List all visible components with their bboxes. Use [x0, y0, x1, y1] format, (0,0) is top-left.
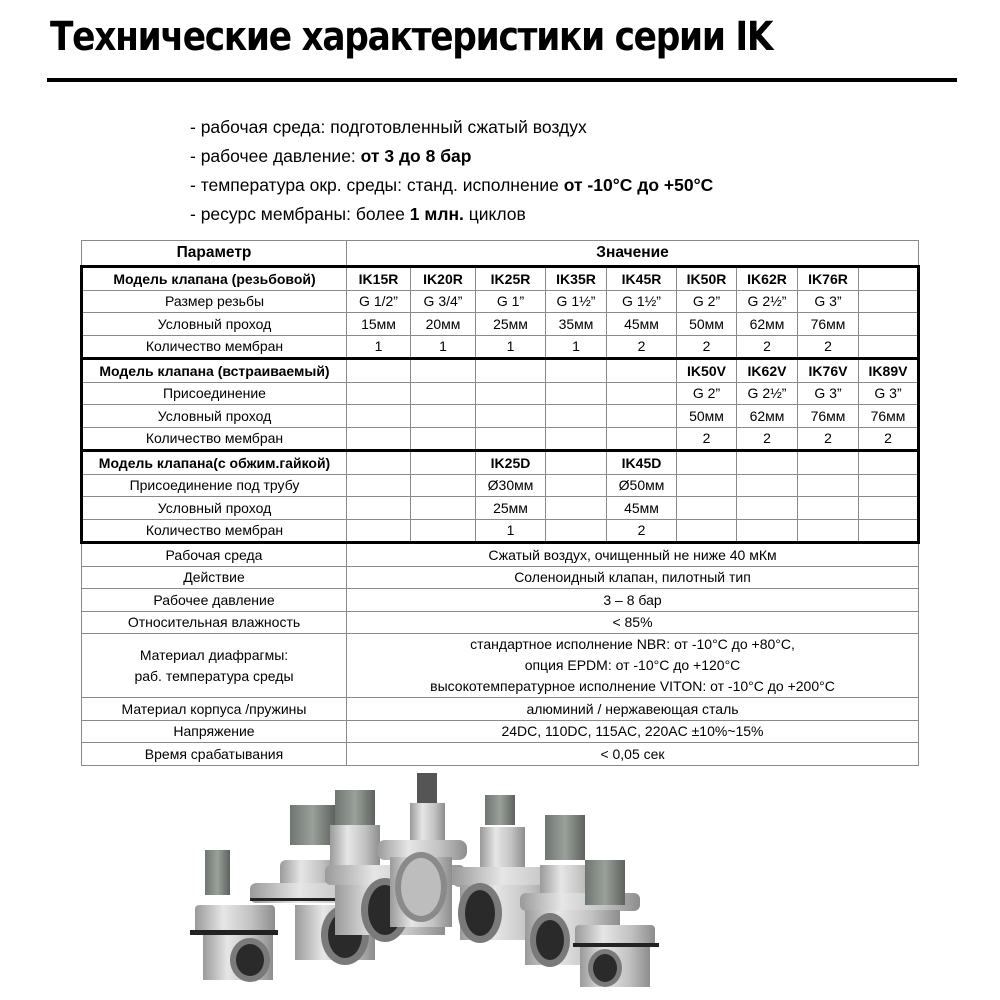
model-cell [347, 451, 411, 475]
general-row [82, 543, 919, 567]
spec-value: 2 [677, 335, 737, 359]
spec-value: G 1” [476, 290, 546, 313]
general-value: Сжатый воздух, очищенный не ниже 40 мКм [347, 543, 919, 567]
general-label: Действие [82, 566, 347, 589]
model-cell: IK45D [607, 451, 677, 475]
spec-row [82, 382, 919, 405]
spec-value [859, 290, 919, 313]
spec-value: 2 [737, 335, 798, 359]
spec-row [82, 405, 919, 428]
feature-value: от -10°С до +50°С [563, 175, 714, 195]
spec-value: G 3” [798, 382, 859, 405]
spec-row [82, 290, 919, 313]
spec-value [859, 519, 919, 543]
spec-value [859, 313, 919, 336]
spec-value [347, 497, 411, 520]
spec-value [411, 519, 476, 543]
model-cell [859, 451, 919, 475]
model-cell: IK76V [798, 359, 859, 383]
spec-value [411, 497, 476, 520]
spec-value [859, 474, 919, 497]
spec-value: 45мм [607, 497, 677, 520]
model-cell: IK20R [411, 267, 476, 291]
spec-value: G 2½” [737, 382, 798, 405]
spec-value: 50мм [677, 405, 737, 428]
model-cell: IK62V [737, 359, 798, 383]
spec-value [737, 474, 798, 497]
table-header-row [82, 241, 919, 267]
model-cell: IK62R [737, 267, 798, 291]
spec-value [347, 382, 411, 405]
spec-row [82, 313, 919, 336]
spec-value: Ø50мм [607, 474, 677, 497]
spec-label: Количество мембран [82, 335, 347, 359]
general-label: Материал корпуса /пружины [82, 698, 347, 721]
feature-text: - рабочее давление: [190, 146, 361, 166]
model-cell: IK15R [347, 267, 411, 291]
spec-value: G 1½” [546, 290, 607, 313]
spec-value: 76мм [859, 405, 919, 428]
spec-value: 2 [859, 427, 919, 451]
general-row [82, 698, 919, 721]
spec-value: 50мм [677, 313, 737, 336]
spec-value [677, 474, 737, 497]
feature-item [190, 142, 713, 171]
spec-value: 1 [476, 519, 546, 543]
feature-text: циклов [463, 204, 526, 224]
spec-row [82, 519, 919, 543]
spec-value [476, 382, 546, 405]
spec-value: 35мм [546, 313, 607, 336]
spec-value: Ø30мм [476, 474, 546, 497]
header-param: Параметр [82, 241, 347, 267]
spec-value [347, 405, 411, 428]
diaphragm-value-line: опция EPDM: от -10°C до +120°C [524, 657, 741, 673]
spec-value [798, 519, 859, 543]
general-row [82, 720, 919, 743]
diaphragm-value [347, 634, 919, 698]
title-underline [47, 78, 957, 82]
spec-value: 15мм [347, 313, 411, 336]
spec-value [607, 382, 677, 405]
feature-text: - температура окр. среды: станд. исполнение [190, 175, 564, 195]
spec-value: 1 [347, 335, 411, 359]
spec-value: 20мм [411, 313, 476, 336]
general-value: Соленоидный клапан, пилотный тип [347, 566, 919, 589]
diaphragm-label-line: раб. температура среды [134, 667, 294, 684]
spec-value [347, 427, 411, 451]
general-value: алюминий / нержавеющая сталь [347, 698, 919, 721]
spec-value [546, 382, 607, 405]
spec-value: G 1/2” [347, 290, 411, 313]
general-label: Напряжение [82, 720, 347, 743]
spec-value: 76мм [798, 313, 859, 336]
diaphragm-row [82, 634, 919, 698]
spec-label: Количество мембран [82, 427, 347, 451]
model-label: Модель клапана (встраиваемый) [82, 359, 347, 383]
model-cell [546, 451, 607, 475]
spec-value: 62мм [737, 313, 798, 336]
page-title: Технические характеристики серии IK [50, 14, 773, 60]
spec-label: Количество мембран [82, 519, 347, 543]
model-cell: IK35R [546, 267, 607, 291]
spec-label: Присоединение под трубу [82, 474, 347, 497]
model-cell: IK50R [677, 267, 737, 291]
general-row [82, 743, 919, 766]
spec-label: Размер резьбы [82, 290, 347, 313]
model-cell [607, 359, 677, 383]
general-row [82, 611, 919, 634]
model-cell: IK25D [476, 451, 546, 475]
spec-value [546, 474, 607, 497]
spec-value [411, 474, 476, 497]
spec-value [546, 497, 607, 520]
spec-value [677, 497, 737, 520]
general-value: 3 – 8 бар [347, 589, 919, 612]
general-label: Время срабатывания [82, 743, 347, 766]
model-cell [476, 359, 546, 383]
model-row [82, 359, 919, 383]
spec-value [476, 405, 546, 428]
spec-value: 2 [737, 427, 798, 451]
spec-value [737, 497, 798, 520]
diaphragm-label-line: Материал диафрагмы: [139, 646, 289, 663]
feature-value: 1 млн. [409, 204, 464, 224]
spec-value [411, 427, 476, 451]
model-cell [411, 359, 476, 383]
general-label: Рабочее давление [82, 589, 347, 612]
model-cell: IK45R [607, 267, 677, 291]
general-label: Относительная влажность [82, 611, 347, 634]
spec-value: 45мм [607, 313, 677, 336]
general-value: < 0,05 сек [347, 743, 919, 766]
spec-row [82, 474, 919, 497]
spec-value [411, 382, 476, 405]
spec-value [476, 427, 546, 451]
spec-value: 1 [476, 335, 546, 359]
spec-table [80, 240, 920, 766]
general-label: Рабочая среда [82, 543, 347, 567]
spec-label: Присоединение [82, 382, 347, 405]
spec-value [798, 497, 859, 520]
spec-value: 25мм [476, 497, 546, 520]
spec-value [607, 405, 677, 428]
model-cell [677, 451, 737, 475]
spec-value: G 1½” [607, 290, 677, 313]
model-cell [859, 267, 919, 291]
model-label: Модель клапана(с обжим.гайкой) [82, 451, 347, 475]
general-row [82, 589, 919, 612]
model-cell [798, 451, 859, 475]
spec-value: 1 [411, 335, 476, 359]
feature-item [190, 200, 713, 229]
feature-text: - рабочая среда: подготовленный сжатый воздух [190, 117, 587, 137]
spec-value: 76мм [798, 405, 859, 428]
spec-value [347, 519, 411, 543]
spec-value [737, 519, 798, 543]
spec-value: 2 [798, 335, 859, 359]
model-cell [411, 451, 476, 475]
spec-value [546, 519, 607, 543]
spec-value: 2 [607, 519, 677, 543]
spec-value [411, 405, 476, 428]
spec-value: 2 [607, 335, 677, 359]
model-cell [546, 359, 607, 383]
spec-value: G 2½” [737, 290, 798, 313]
model-row [82, 267, 919, 291]
header-value: Значение [347, 241, 919, 267]
spec-value [546, 427, 607, 451]
spec-label: Условный проход [82, 313, 347, 336]
model-cell: IK50V [677, 359, 737, 383]
diaphragm-value-line: высокотемпературное исполнение VITON: от -10°C до +200°C [430, 678, 835, 694]
model-label: Модель клапана (резьбовой) [82, 267, 347, 291]
feature-item [190, 171, 713, 200]
general-value: 24DC, 110DC, 115AC, 220AC ±10%~15% [347, 720, 919, 743]
diaphragm-value-line: стандартное исполнение NBR: от -10°C до +80°C, [470, 636, 795, 652]
spec-value [859, 497, 919, 520]
feature-text: - ресурс мембраны: более [190, 204, 410, 224]
feature-value: от 3 до 8 бар [360, 146, 472, 166]
model-cell [347, 359, 411, 383]
spec-value: 2 [798, 427, 859, 451]
spec-value: 62мм [737, 405, 798, 428]
general-value: < 85% [347, 611, 919, 634]
spec-row [82, 335, 919, 359]
spec-value [798, 474, 859, 497]
feature-item [190, 113, 713, 142]
valves-photo [185, 765, 885, 995]
general-row [82, 566, 919, 589]
model-cell [737, 451, 798, 475]
model-cell: IK76R [798, 267, 859, 291]
spec-value: 25мм [476, 313, 546, 336]
spec-row [82, 497, 919, 520]
spec-value: G 2” [677, 382, 737, 405]
model-cell: IK25R [476, 267, 546, 291]
spec-value [347, 474, 411, 497]
spec-value: 2 [677, 427, 737, 451]
model-cell: IK89V [859, 359, 919, 383]
valve-icon [190, 850, 278, 982]
spec-value [546, 405, 607, 428]
spec-value [859, 335, 919, 359]
spec-row [82, 427, 919, 451]
features-list [190, 113, 713, 229]
spec-value: 1 [546, 335, 607, 359]
spec-value: G 3” [859, 382, 919, 405]
spec-label: Условный проход [82, 405, 347, 428]
model-row [82, 451, 919, 475]
spec-value: G 3” [798, 290, 859, 313]
diaphragm-label [82, 634, 347, 698]
spec-value [677, 519, 737, 543]
spec-label: Условный проход [82, 497, 347, 520]
spec-value: G 3/4” [411, 290, 476, 313]
spec-value: G 2” [677, 290, 737, 313]
spec-value [607, 427, 677, 451]
